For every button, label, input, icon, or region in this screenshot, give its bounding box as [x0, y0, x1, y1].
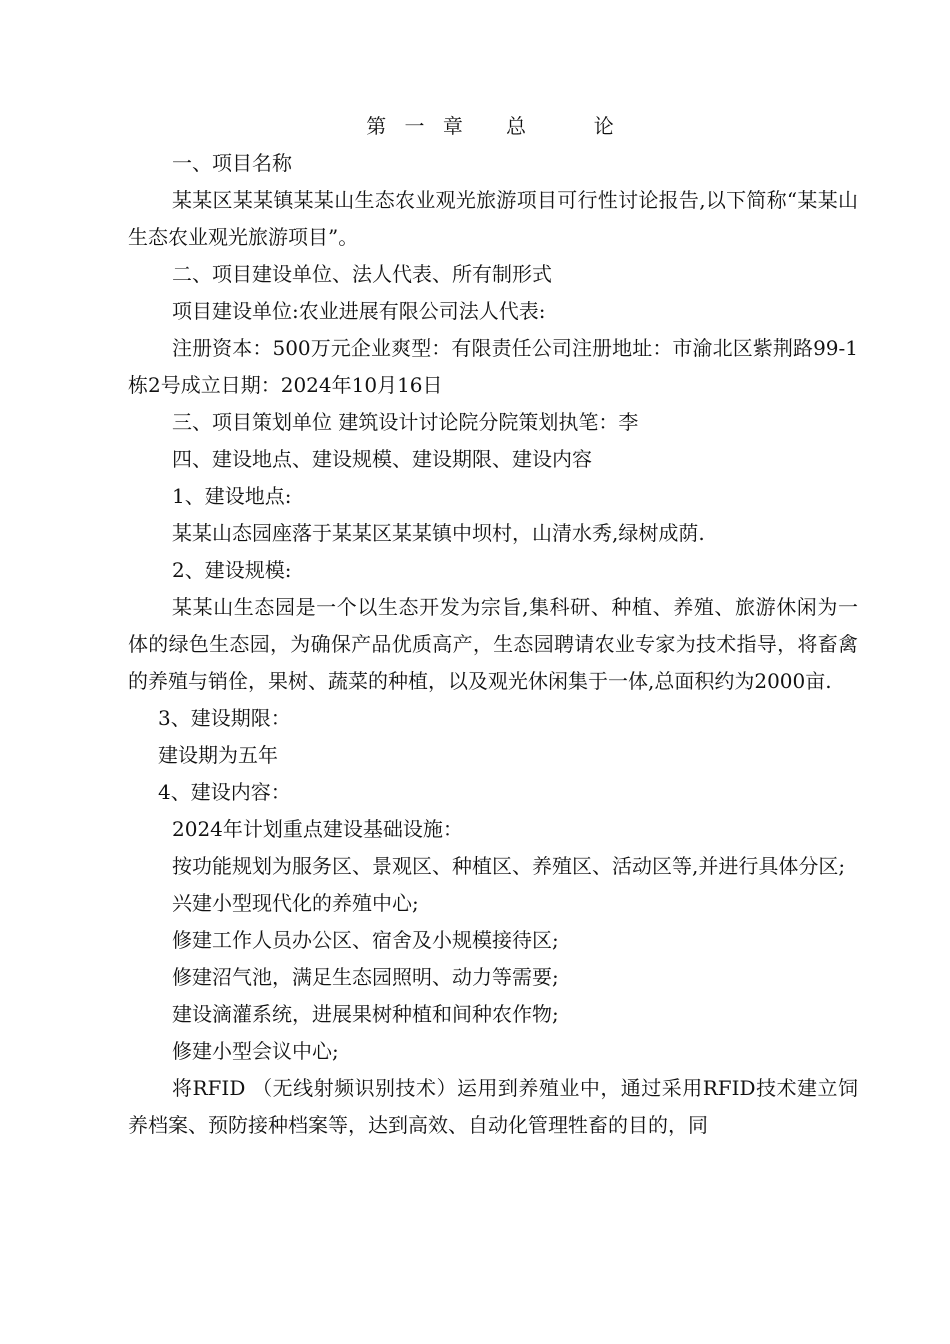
- subheading-location: 1、建设地点:: [172, 484, 292, 508]
- paragraph-project-name: 某某区某某镇某某山生态农业观光旅游项目可行性讨论报告,以下简称“某某山生态农业观光旅游项目”。: [128, 188, 858, 249]
- subheading-content: 4、建设内容：: [158, 780, 291, 804]
- list-item-office-area: 修建工作人员办公区、宿舍及小规模接待区;: [172, 928, 559, 952]
- paragraph-period: 建设期为五年: [158, 743, 278, 767]
- paragraph-registered-capital: 注册资本：500万元企业爽型：有限责任公司注册地址：市渝北区紫荆路99-1栋2号成立日期：2024年10月16日: [128, 336, 858, 397]
- list-item-breeding-center: 兴建小型现代化的养殖中心;: [172, 891, 419, 915]
- paragraph-scale: 某某山生态园是一个以生态开发为宗旨,集科研、种植、养殖、旅游休闲为一体的绿色生态园，为确保产品优质高产，生态园聘请农业专家为技术指导，将畜禽的养殖与销佺，果树、蔬菜的种植，以及观光休闲集于一体,总面积约为2000亩.: [128, 595, 858, 693]
- list-item-drip-irrigation: 建设滴灌系统，进展果树种植和间种农作物;: [172, 1002, 559, 1026]
- subheading-scale: 2、建设规模:: [172, 558, 292, 582]
- paragraph-plan-2024: 2024年计划重点建设基础设施：: [172, 817, 463, 841]
- paragraph-zoning: 按功能规划为服务区、景观区、种植区、养殖区、活动区等,并进行具体分区;: [172, 854, 846, 878]
- subheading-period: 3、建设期限：: [158, 706, 291, 730]
- section-heading-construction-details: 四、建设地点、建设规模、建设期限、建设内容: [172, 447, 592, 471]
- paragraph-rfid: 将RFID （无线射频识别技术）运用到养殖业中，通过采用RFID技术建立饲养档案、预防接种档案等，达到高效、自动化管理牲畜的目的，同: [128, 1076, 858, 1137]
- document-page: [128, 108, 858, 1144]
- section-heading-planning-unit: 三、项目策划单位 建筑设计讨论院分院策划执笔：李: [172, 410, 639, 434]
- paragraph-location: 某某山态园座落于某某区某某镇中坝村，山清水秀,绿树成荫.: [172, 521, 705, 545]
- paragraph-construction-unit: 项目建设单位:农业进展有限公司法人代表:: [172, 299, 546, 323]
- list-item-biogas: 修建沼气池，满足生态园照明、动力等需要;: [172, 965, 559, 989]
- section-heading-project-name: 一、项目名称: [172, 151, 292, 175]
- section-heading-construction-unit: 二、项目建设单位、法人代表、所有制形式: [172, 262, 552, 286]
- list-item-meeting-center: 修建小型会议中心;: [172, 1039, 339, 1063]
- chapter-title: 第 一 章 总 论: [366, 114, 620, 138]
